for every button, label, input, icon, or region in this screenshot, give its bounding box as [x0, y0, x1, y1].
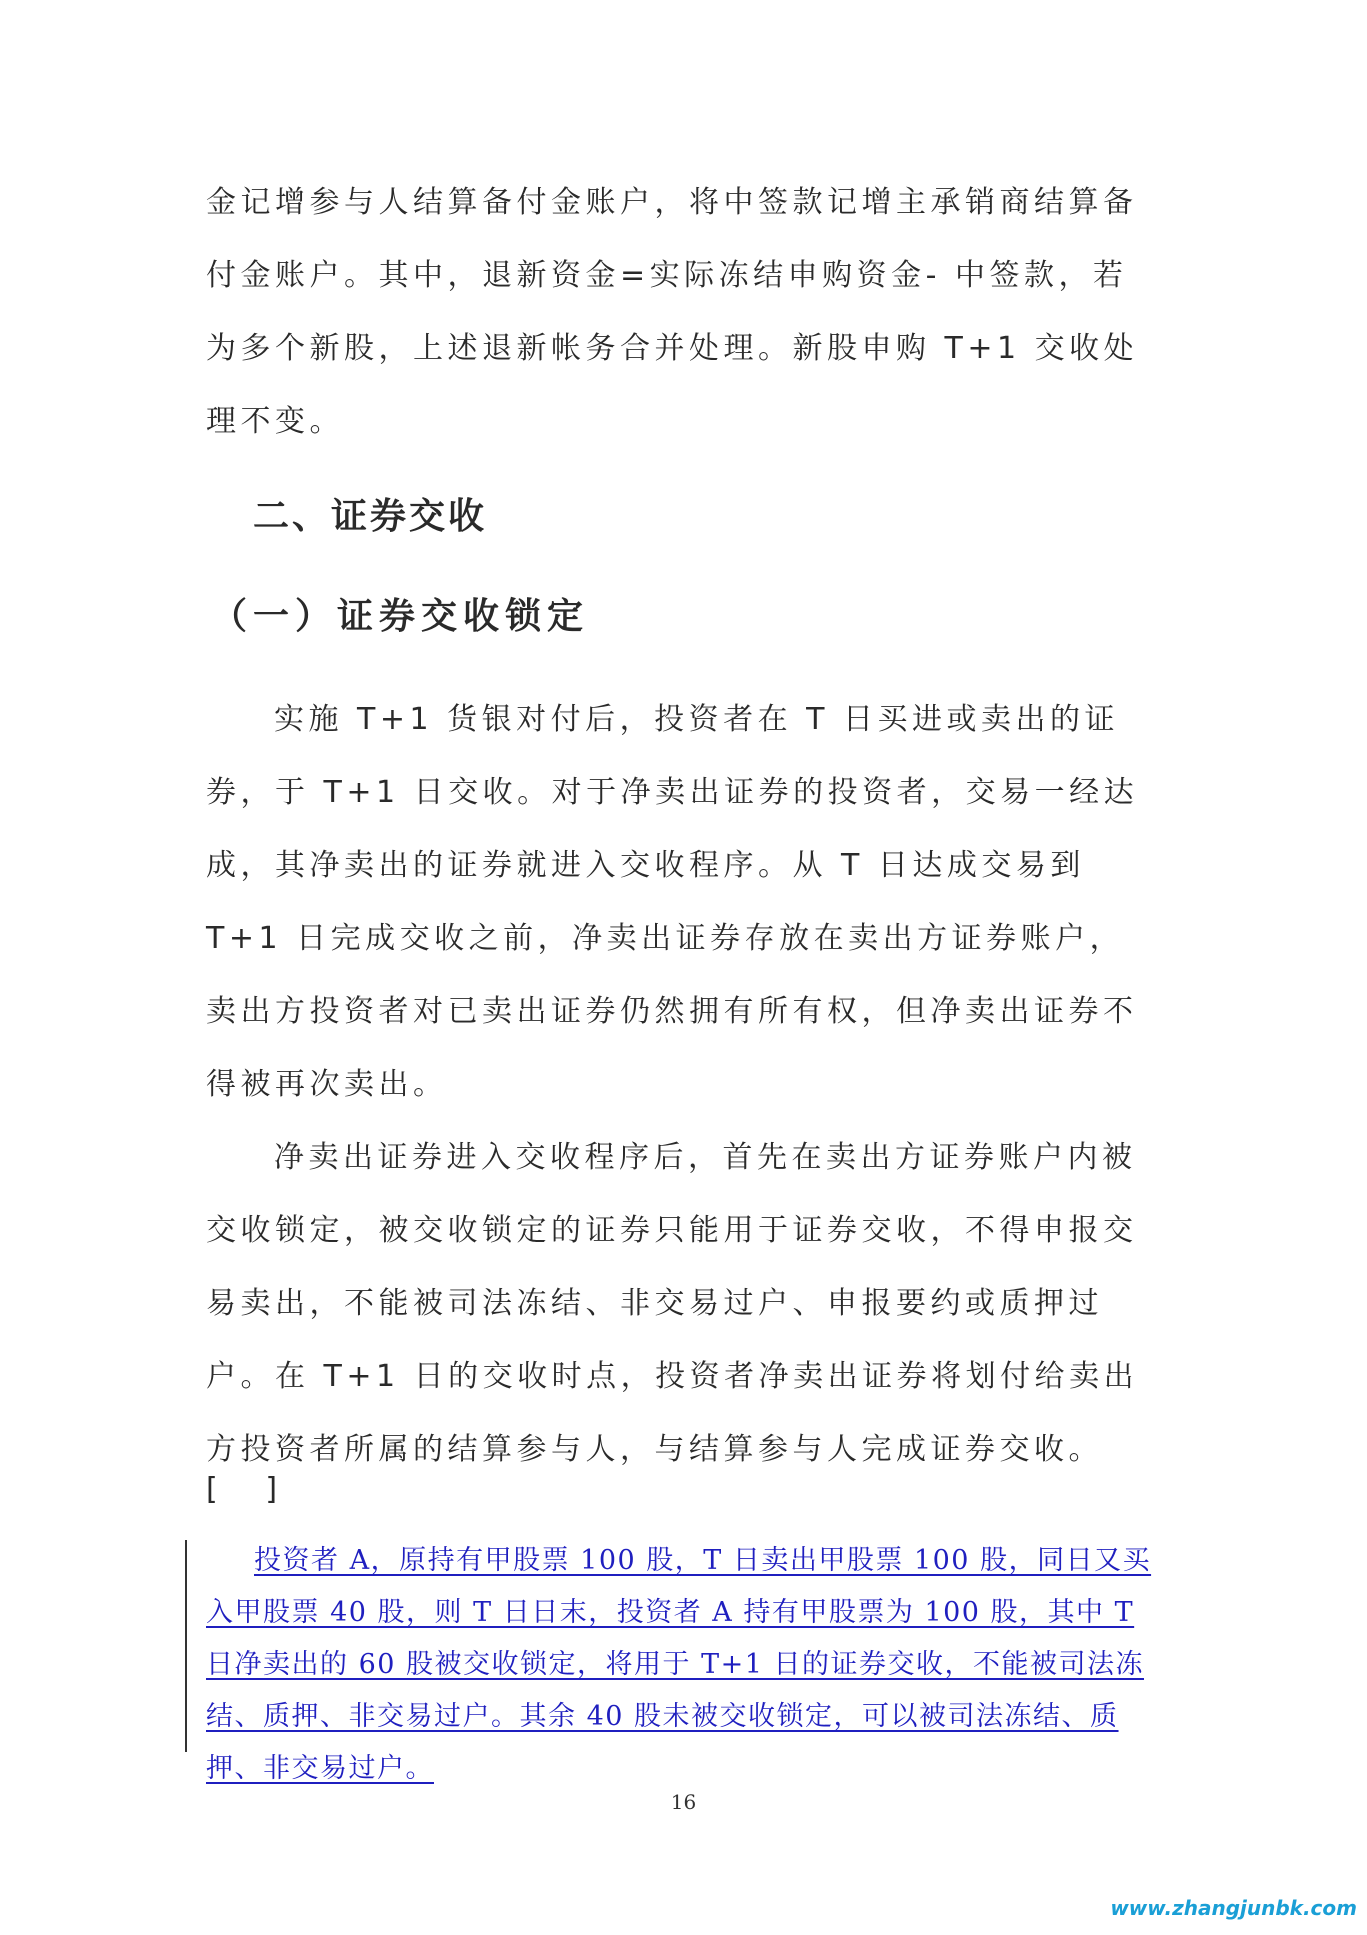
body-paragraph-1: 实施 T+1 货银对付后，投资者在 T 日买进或卖出的证券，于 T+1 日交收。对于净卖出证券的投资者，交易一经达成，其净卖出的证券就进入交收程序。从 T 日达成交易到 T+1 日完成交收之前，净卖出证券存放在卖出方证券账户，卖出方投资者对已卖出证券仍然拥有所有权，但净卖出证券不得被再次卖出。	[206, 702, 1139, 1102]
subsection-heading: （一）证券交收锁定	[211, 596, 590, 637]
intro-paragraph	[206, 166, 1150, 458]
revision-change-bar	[185, 1540, 187, 1752]
page-number: 16	[670, 1790, 697, 1814]
watermark-link[interactable]: www.zhangjunbk.com	[1110, 1896, 1357, 1920]
body-paragraph-2: 净卖出证券进入交收程序后，首先在卖出方证券账户内被交收锁定，被交收锁定的证券只能用于证券交收，不得申报交易卖出，不能被司法冻结、非交易过户、申报要约或质押过户。在 T+1 日的交收时点，投资者净卖出证券将划付给卖出方投资者所属的结算参与人，与结算参与人完成证券交收。	[206, 1140, 1139, 1467]
section-heading: 二、证券交收	[253, 496, 488, 537]
bracket-marker: [ ]	[206, 1472, 278, 1507]
example-paragraph: 投资者 A，原持有甲股票 100 股，T 日卖出甲股票 100 股，同日又买入甲股票 40 股，则 T 日日末，投资者 A 持有甲股票为 100 股，其中 T 日净卖出的 60 股被交收锁定，将用于 T+1 日的证券交收，不能被司法冻结、质押、非交易过户。其余 40 股未被交收锁定，可以被司法冻结、质押、非交易过户。	[206, 1545, 1152, 1784]
body-paragraphs	[206, 683, 1150, 1486]
intro-paragraph-text: 金记增参与人结算备付金账户，将中签款记增主承销商结算备付金账户。其中，退新资金=实际冻结申购资金- 中签款，若为多个新股，上述退新帐务合并处理。新股申购 T+1 交收处理不变。	[206, 185, 1139, 439]
